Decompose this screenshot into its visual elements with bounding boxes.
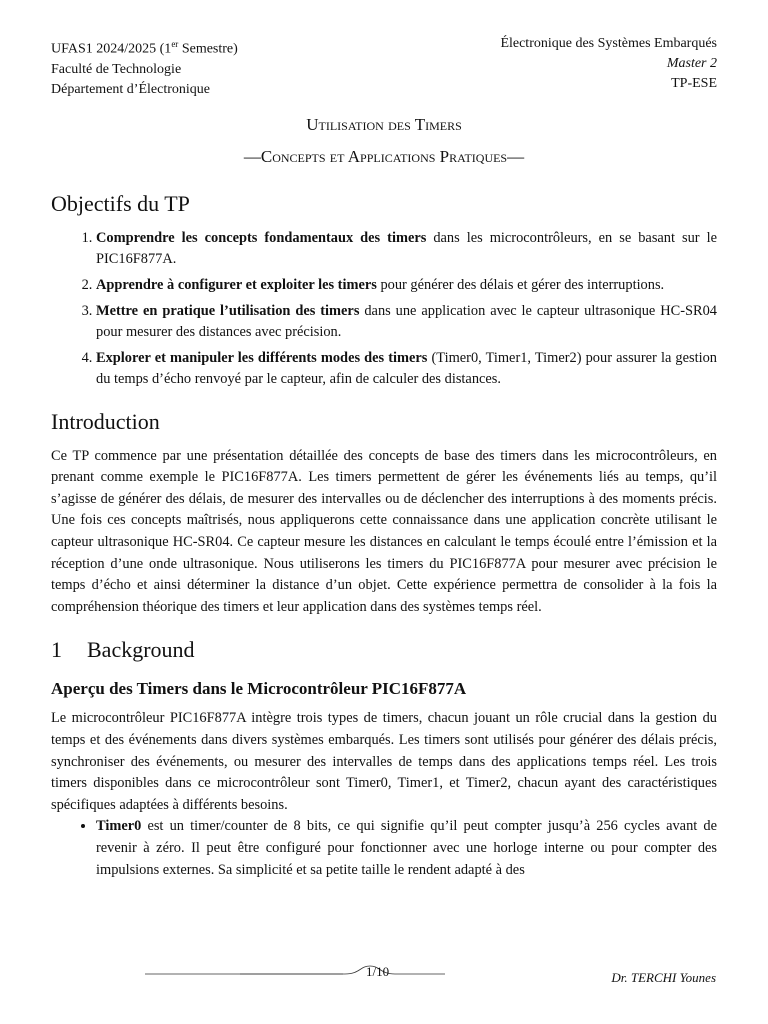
objective-text: dans une application avec le capteur ultrasonique HC-SR04 pour mesurer des distances avec précision. bbox=[96, 302, 717, 340]
introduction-paragraph: Ce TP commence par une présentation détaillée des concepts de base des timers dans les microcontrôleurs, en prenant comme exemple le PIC16F877A. Les timers permettent de gérer les événements liés au temps, qu’il s’agisse de générer des délais, de mesurer des intervalles ou de déclencher des interruptions à des moments précis. Une fois ces concepts maîtrisés, nous appliquerons cette connaissance dans une application concrète utilisant le capteur ultrasonique HC-SR04. Ce capteur mesure les distances en calculant le temps écoulé entre l’émission et la réception d’une onde ultrasonique. Nous utiliserons les timers du PIC16F877A pour mesurer avec précision le temps d’écho et ainsi déterminer la distance d’un objet. Cette expérience permettra de consolider à la fois la compréhension théorique des timers et leur application dans des systèmes temps réel. bbox=[51, 447, 717, 615]
background-subheading: Aperçu des Timers dans le Microcontrôleur PIC16F877A bbox=[51, 679, 467, 699]
objective-bold: Comprendre les concepts fondamentaux des timers bbox=[96, 229, 427, 246]
objective-bold: Explorer et manipuler les différents modes des timers bbox=[96, 349, 428, 366]
header-semester: Semestre) bbox=[178, 41, 238, 57]
introduction-heading: Introduction bbox=[51, 408, 160, 434]
objective-text: (Timer0, Timer1, Timer2) pour assurer la gestion du temps d’écho renvoyé par le capteur, afin de calculer des distances. bbox=[96, 349, 717, 387]
header-left bbox=[51, 34, 238, 100]
page-header bbox=[51, 34, 717, 100]
background-paragraph: Le microcontrôleur PIC16F877A intègre trois types de timers, chacun jouant un rôle crucial dans la gestion du temps et des événements dans divers systèmes embarqués. Les timers sont utilisés pour générer des délais précis, synchroniser des événements, ou mesurer des intervalles de temps dans des applications temps réel. Les trois timers disponibles dans ce microcontrôleur sont Timer0, Timer1, et Timer2, chacun ayant des caractéristiques spécifiques adaptées à différents besoins. bbox=[51, 710, 717, 813]
footer-author: Dr. TERCHI Younes bbox=[611, 970, 716, 985]
header-course: Électronique des Systèmes Embarqués bbox=[500, 36, 717, 51]
section-title: Background bbox=[87, 637, 195, 663]
objective-text: dans les microcontrôleurs, en se basant sur le PIC16F877A. bbox=[96, 229, 717, 267]
header-code: TP-ESE bbox=[671, 76, 717, 91]
header-year: UFAS1 2024/2025 (1 bbox=[51, 41, 172, 57]
header-sup: er bbox=[171, 39, 179, 49]
doc-subtitle: —Concepts et Applications Pratiques— bbox=[243, 146, 525, 166]
header-right bbox=[500, 34, 717, 100]
page-number: 1/10 bbox=[366, 964, 390, 979]
objective-text: pour générer des délais et gérer des interruptions. bbox=[376, 276, 665, 293]
header-department: Département d’Électronique bbox=[51, 81, 210, 97]
bullet-text: est un timer/counter de 8 bits, ce qui signifie qu’il peut compter jusqu’à 256 cycles avant de revenir à zéro. Il peut être configuré pour fonctionner avec une horloge interne ou pour compter des impulsions externes. Sa simplicité et sa petite taille le rendent adapté à des bbox=[96, 818, 717, 878]
doc-title: Utilisation des Timers bbox=[306, 114, 462, 134]
header-faculty: Faculté de Technologie bbox=[51, 61, 182, 77]
objectives-list bbox=[51, 228, 717, 390]
objective-item bbox=[96, 275, 717, 296]
page-footer bbox=[0, 958, 768, 998]
bullet-bold: Timer0 bbox=[96, 818, 142, 835]
objective-item bbox=[96, 228, 717, 270]
objective-item bbox=[96, 348, 717, 390]
footer-ornament-icon bbox=[145, 962, 445, 982]
timer-bullet-item bbox=[96, 816, 717, 881]
objective-bold: Mettre en pratique l’utilisation des timers bbox=[96, 302, 360, 319]
section-number: 1 bbox=[51, 637, 62, 663]
objectives-heading: Objectifs du TP bbox=[51, 190, 190, 216]
timer-bullet-list bbox=[51, 816, 717, 881]
background-heading bbox=[51, 636, 717, 664]
header-level: Master 2 bbox=[666, 56, 717, 71]
objective-bold: Apprendre à configurer et exploiter les timers bbox=[96, 276, 377, 293]
header-university bbox=[51, 34, 238, 60]
document-page bbox=[51, 34, 717, 881]
objective-item bbox=[96, 301, 717, 343]
